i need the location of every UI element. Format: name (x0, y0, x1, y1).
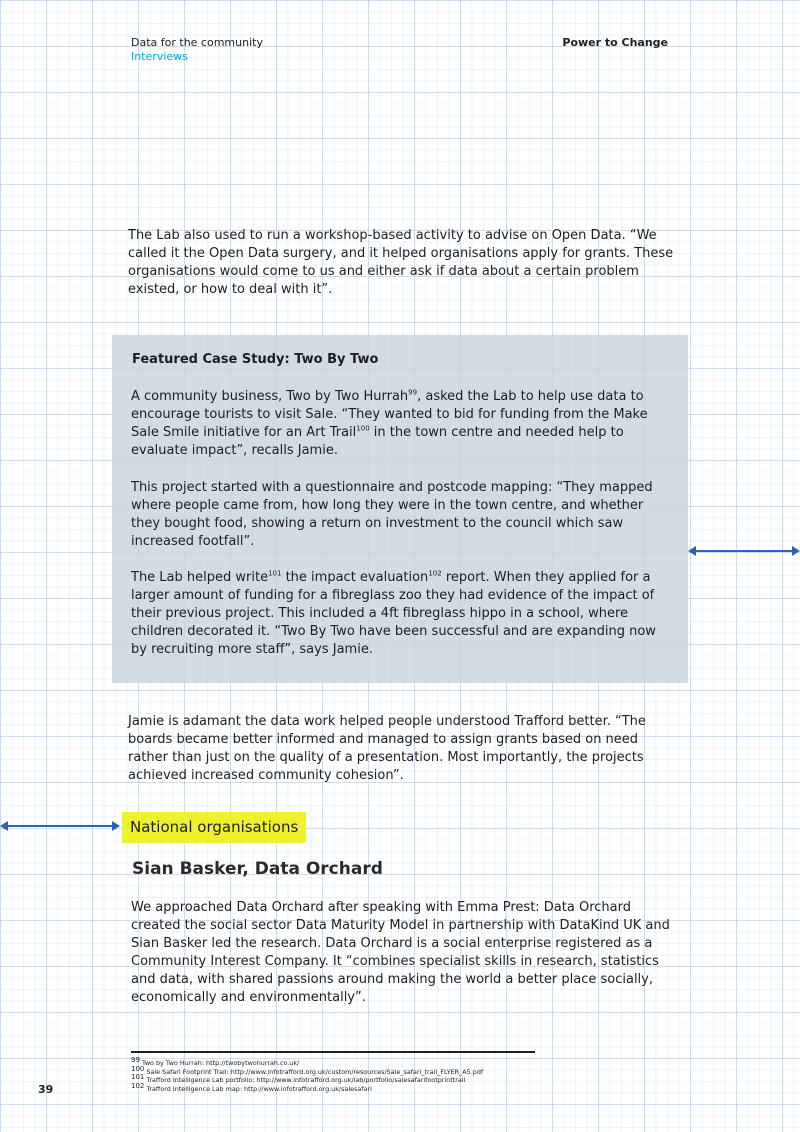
running-header (131, 36, 263, 64)
document-title: Data for the community (131, 36, 263, 49)
footnote-item: $^{100}$ Sale Safari Footprint Trail: http://www.infotrafford.org.uk/custom/resources/Sale_safari_trail_FLYER_A5.pdf (131, 1064, 484, 1076)
organisation-name: Power to Change (562, 36, 668, 49)
section-name: Interviews (131, 50, 188, 63)
footnotes (131, 1055, 484, 1093)
case-study-paragraph-3: The Lab helped write$^{101}$ the impact evaluation$^{102}$ report. When they applied for a larger amount of funding for a fibreglass zoo they had evidence of the impact of their previous project. This included a 4ft fibreglass hippo in a school, where children decorated it. “Two By Two have been successful and are expanding now by recruiting more staff”, says Jamie. (131, 569, 656, 657)
case-study-paragraph-2: This project started with a questionnaire and postcode mapping: “They mapped where people came from, how long they were in the town centre, and whether they bought food, showing a return on investment to the council which saw increased footfall”. (131, 480, 653, 549)
footnote-ref-100[interactable]: 100 (356, 424, 370, 433)
jamie-paragraph: Jamie is adamant the data work helped people understood Trafford better. “The boards became better informed and managed to assign grants based on need rather than just on the quality of a presentation. Most importantly, the projects achieved increased community cohesion”. (128, 714, 646, 783)
footnote-item: $^{102}$ Trafford Intelligence Lab map: http://www.infotrafford.org.uk/salesafari (131, 1081, 372, 1093)
section-heading: Sian Basker, Data Orchard (132, 859, 383, 879)
footnote-ref-101[interactable]: 101 (268, 569, 282, 578)
double-arrow-right (690, 550, 798, 552)
footnote-item: $^{101}$ Trafford Intelligence Lab portfolio: http://www.infotrafford.org.uk/lab/portfolio/salesafarifootprinttrail (131, 1073, 466, 1085)
double-arrow-left (2, 825, 118, 827)
footnote-divider (131, 1051, 535, 1053)
footnote-ref-99[interactable]: 99 (408, 388, 418, 397)
section-paragraph: We approached Data Orchard after speaking with Emma Prest: Data Orchard created the social sector Data Maturity Model in partnership with DataKind UK and Sian Basker led the research. Data Orchard is a social enterprise registered as a Community Interest Company. It “combines specialist skills in research, statistics and data, with shared passions around making the world a better place socially, economically and environmentally”. (131, 900, 670, 1005)
footnote-ref-102[interactable]: 102 (428, 569, 442, 578)
intro-paragraph: The Lab also used to run a workshop-based activity to advise on Open Data. “We called it the Open Data surgery, and it helped organisations apply for grants. These organisations would come to us and either ask if data about a certain problem existed, or how to deal with it”. (128, 228, 674, 297)
footnote-item: $^{99}$ Two by Two Hurrah: http://twobytwohurrah.co.uk/ (131, 1055, 300, 1067)
case-study-paragraph-1: A community business, Two by Two Hurrah$^{99}$, asked the Lab to help use data to encourage tourists to visit Sale. “They wanted to bid for funding from the Make Sale Smile initiative for an Art Trail$^{100}$ in the town centre and needed help to evaluate impact”, recalls Jamie. (131, 388, 648, 458)
highlighted-section-label: National organisations (122, 812, 306, 843)
page-number: 39 (38, 1083, 54, 1096)
case-study-title: Featured Case Study: Two By Two (132, 352, 379, 367)
